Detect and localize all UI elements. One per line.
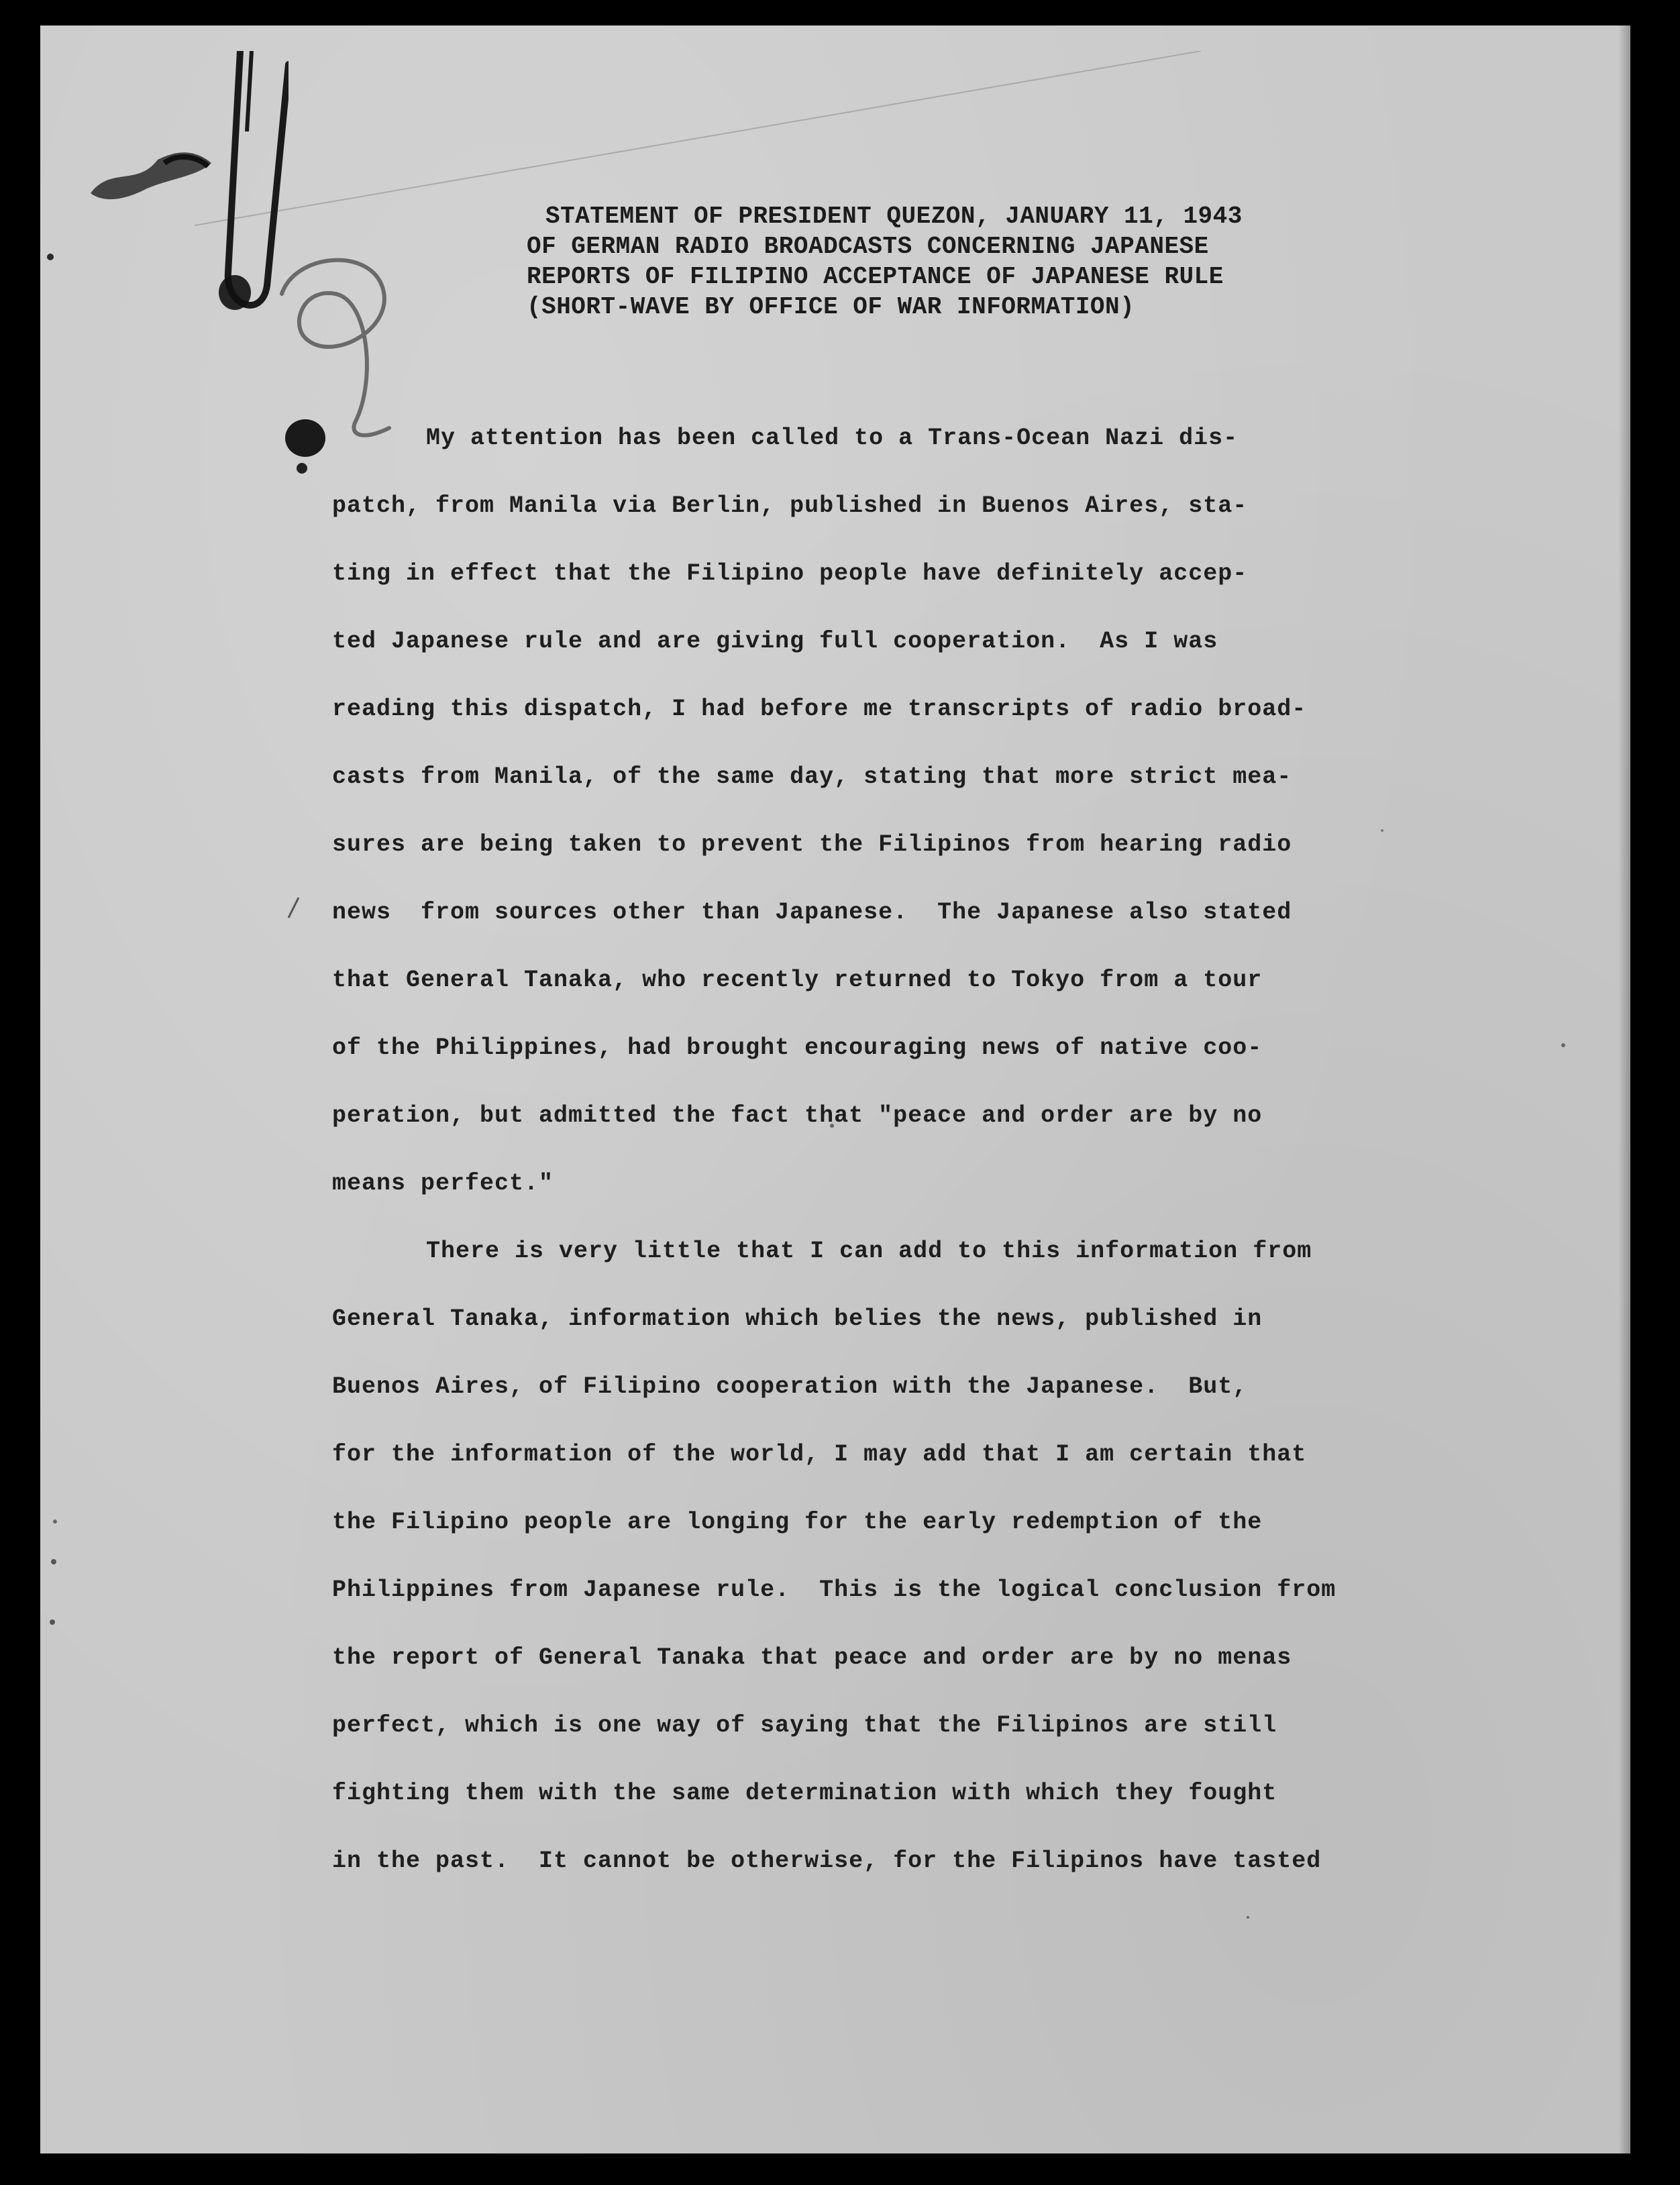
ink-blot	[275, 415, 335, 482]
document-page	[40, 25, 1630, 2153]
text-line: of the Philippines, had brought encouraging news of native coo-	[332, 1034, 1263, 1061]
heading-line: REPORTS OF FILIPINO ACCEPTANCE OF JAPANESE RULE	[527, 263, 1224, 290]
text-line: news from sources other than Japanese. The Japanese also stated	[332, 899, 1292, 926]
text-line: in the past. It cannot be otherwise, for the Filipinos have tasted	[332, 1848, 1322, 1874]
page-edge-shadow	[1618, 25, 1630, 2153]
text-line: patch, from Manila via Berlin, published in Buenos Aires, sta-	[332, 492, 1248, 519]
text-line: casts from Manila, of the same day, stating that more strict mea-	[332, 763, 1292, 790]
text-line: peration, but admitted the fact that "peace and order are by no	[332, 1102, 1263, 1129]
text-line: reading this dispatch, I had before me transcripts of radio broad-	[332, 696, 1307, 723]
heading-line: (SHORT-WAVE BY OFFICE OF WAR INFORMATION)	[527, 293, 1135, 321]
text-line: the report of General Tanaka that peace and order are by no menas	[332, 1644, 1292, 1671]
text-line: General Tanaka, information which belies the news, published in	[332, 1305, 1263, 1332]
text-line: perfect, which is one way of saying that the Filipinos are still	[332, 1712, 1277, 1739]
text-line: the Filipino people are longing for the early redemption of the	[332, 1509, 1263, 1536]
text-line: ting in effect that the Filipino people have definitely accep-	[332, 560, 1248, 587]
text-line: sures are being taken to prevent the Filipinos from hearing radio	[332, 831, 1292, 858]
document-heading	[527, 201, 1466, 322]
text-line: means perfect."	[332, 1170, 554, 1197]
text-line: ted Japanese rule and are giving full cooperation. As I was	[332, 628, 1218, 655]
pencil-annotation	[255, 247, 423, 441]
document-body	[332, 418, 1587, 1909]
heading-line: OF GERMAN RADIO BROADCASTS CONCERNING JAPANESE	[527, 233, 1209, 260]
text-line: There is very little that I can add to this information from	[426, 1238, 1312, 1265]
text-line: that General Tanaka, who recently returned to Tokyo from a tour	[332, 967, 1263, 994]
text-line: fighting them with the same determination with which they fought	[332, 1780, 1277, 1807]
paragraph-2	[332, 1231, 1587, 1909]
text-line: Buenos Aires, of Filipino cooperation with the Japanese. But,	[332, 1373, 1248, 1400]
text-line: Philippines from Japanese rule. This is the logical conclusion from	[332, 1577, 1336, 1603]
text-line: for the information of the world, I may add that I am certain that	[332, 1441, 1307, 1468]
heading-line: STATEMENT OF PRESIDENT QUEZON, JANUARY 11, 1943	[545, 203, 1243, 230]
text-line: My attention has been called to a Trans-Ocean Nazi dis-	[426, 425, 1239, 451]
paragraph-1	[332, 418, 1587, 1231]
